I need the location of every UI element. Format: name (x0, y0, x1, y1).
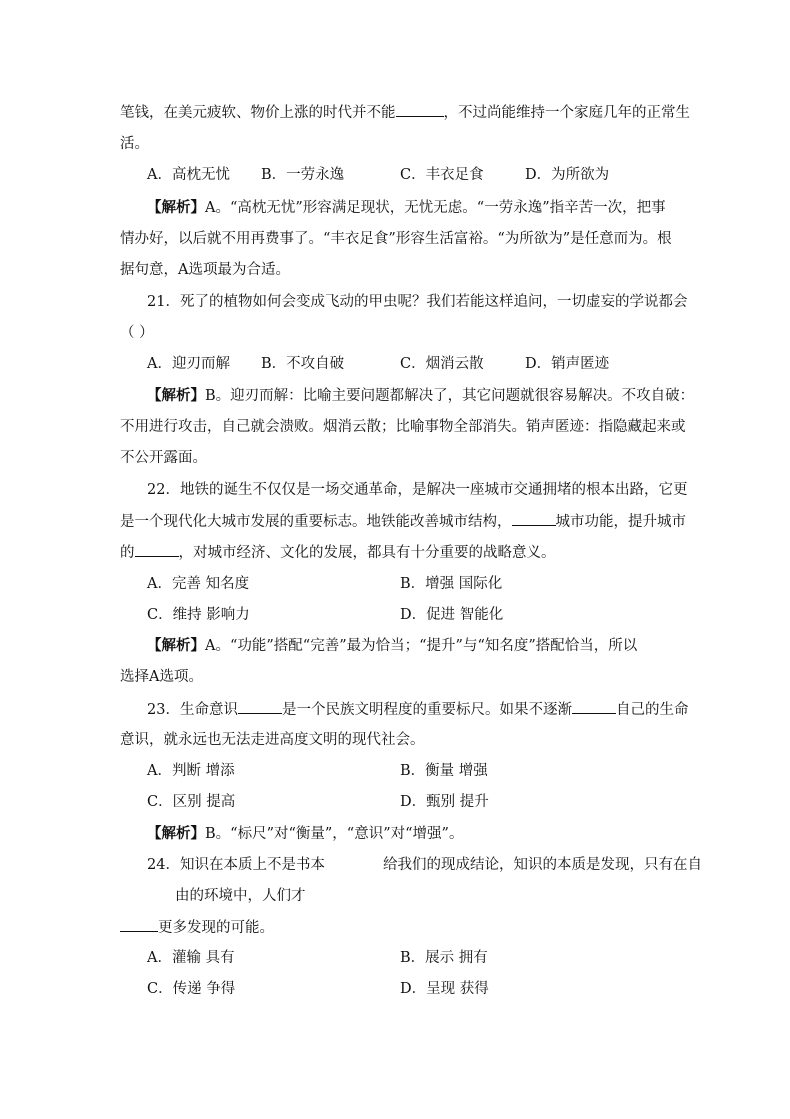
q23-stem-line1: 23．生命意识 是一个民族文明程度的重要标尺。如果不逐渐 自己的生命 (147, 699, 688, 720)
q24-option-b: B．展示 拥有 (400, 950, 488, 966)
q24-stem-line3: 更多发现的可能。 (120, 917, 274, 938)
q23-analysis-line1: 【解析】B。“标尺”对“衡量”，“意识”对“增强”。 (147, 825, 464, 842)
q22-option-b: B．增强 国际化 (400, 576, 503, 592)
q20-stem-line2: 活。 (120, 136, 149, 152)
analysis-label: 【解析】 (147, 199, 205, 216)
q21-analysis-line3: 不公开露面。 (120, 450, 207, 466)
q20-analysis-line2: 情办好，以后就不用再费事了。“丰衣足食”形容生活富裕。“为所欲为”是任意而为。根 (120, 231, 672, 247)
q21-option-d: D．销声匿迹 (525, 356, 610, 372)
q22-option-a: A．完善 知名度 (147, 576, 250, 592)
q24-stem-line2: 由的环境中，人们才 (175, 888, 306, 904)
q21-analysis-line2: 不用进行攻击，自己就会溃败。烟消云散；比喻事物全部消失。销声匿迹：指隐藏起来或 (120, 419, 686, 435)
q23-stem-line2: 意识，就永远也无法走进高度文明的现代社会。 (120, 732, 425, 748)
q20-option-a: A．高枕无忧 (147, 167, 230, 183)
q22-stem-line2: 是一个现代化大城市发展的重要标志。地铁能改善城市结构， 城市功能，提升城市 (120, 511, 686, 532)
q23-option-b: B．衡量 增强 (400, 763, 488, 779)
q22-stem-line1: 22．地铁的诞生不仅仅是一场交通革命，是解决一座城市交通拥堵的根本出路，它更 (147, 482, 688, 498)
q20-option-b: B．一劳永逸 (261, 167, 345, 183)
answer-blank (512, 511, 556, 526)
analysis-label: 【解析】 (147, 825, 205, 842)
q21-option-a: A．迎刃而解 (147, 356, 230, 372)
q21-option-c: C．烟消云散 (400, 356, 484, 372)
answer-blank (135, 542, 179, 557)
analysis-label: 【解析】 (147, 387, 205, 404)
answer-blank (572, 699, 616, 714)
q20-analysis-line3: 据句意，A选项最为合适。 (120, 262, 290, 278)
q21-stem-line1: 21．死了的植物如何会变成飞动的甲虫呢？我们若能这样追问，一切虚妄的学说都会 (147, 294, 688, 310)
q22-analysis-line1: 【解析】A。“功能”搭配“完善”最为恰当；“提升”与“知名度”搭配恰当，所以 (147, 637, 638, 654)
q24-option-a: A．灌输 具有 (147, 950, 235, 966)
q23-option-a: A．判断 增添 (147, 763, 235, 779)
q22-analysis-line2: 选择A选项。 (120, 669, 203, 685)
answer-blank (120, 917, 158, 932)
q20-option-c: C．丰衣足食 (400, 167, 484, 183)
answer-blank (238, 699, 282, 714)
analysis-label: 【解析】 (147, 637, 205, 654)
q22-option-d: D．促进 智能化 (400, 607, 504, 623)
q24-option-c: C．传递 争得 (147, 981, 236, 997)
q20-option-d: D．为所欲为 (525, 167, 610, 183)
answer-blank (396, 102, 444, 117)
q24-option-d: D．呈现 获得 (400, 981, 489, 997)
q21-stem-line2: （ ） (120, 325, 154, 341)
q23-option-d: D．甄别 提升 (400, 794, 489, 810)
q22-stem-line3: 的 ，对城市经济、文化的发展，都具有十分重要的战略意义。 (120, 542, 556, 563)
q24-stem-line1: 24．知识在本质上不是书本 给我们的现成结论，知识的本质是发现，只有在自 (147, 857, 702, 873)
q21-analysis-line1: 【解析】B。迎刃而解：比喻主要问题都解决了，其它问题就很容易解决。不攻自破： (147, 387, 695, 404)
q22-option-c: C．维持 影响力 (147, 607, 250, 623)
q20-analysis-line1: 【解析】A。“高枕无忧”形容满足现状，无忧无虑。“一劳永逸”指辛苦一次，把事 (147, 199, 666, 216)
q20-stem-line1: 笔钱，在美元疲软、物价上涨的时代并不能 ，不过尚能维持一个家庭几年的正常生 (120, 102, 690, 123)
q21-option-b: B．不攻自破 (261, 356, 345, 372)
q23-option-c: C．区别 提高 (147, 794, 236, 810)
